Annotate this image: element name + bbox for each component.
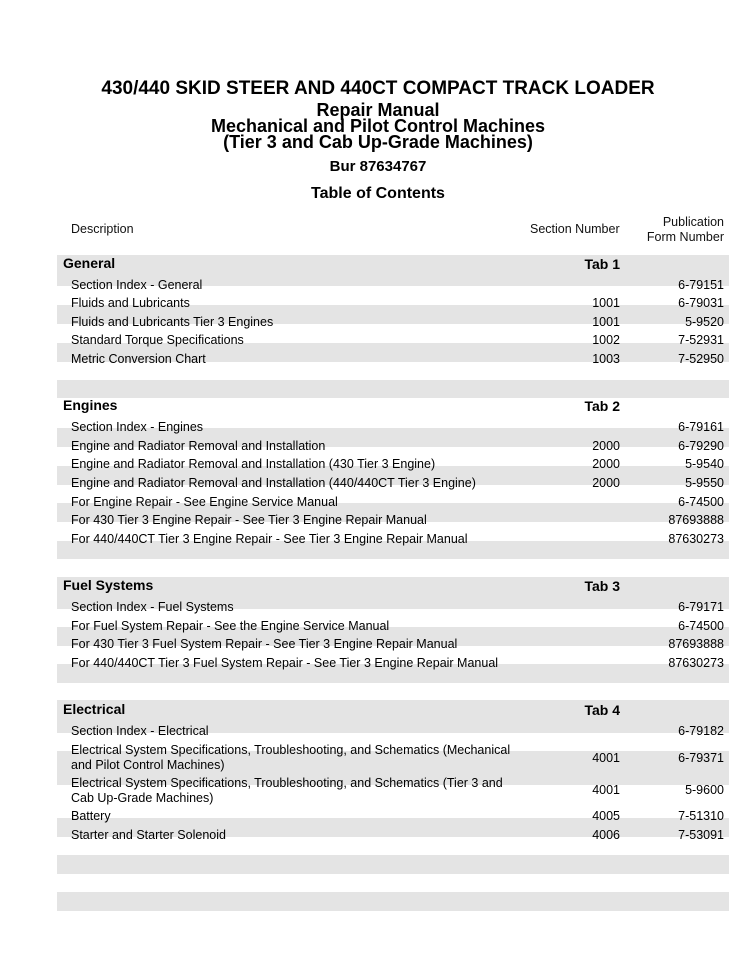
row-publication-number: 7-52950 [678, 352, 724, 366]
row-description: Engine and Radiator Removal and Installation [71, 439, 326, 453]
row-publication-number: 5-9550 [685, 476, 724, 490]
toc-heading: Table of Contents [311, 185, 445, 202]
row-publication-number: 7-52931 [678, 333, 724, 347]
subtitle-line: Mechanical and Pilot Control Machines [210, 116, 546, 136]
row-section-number: 4006 [592, 828, 620, 842]
row-publication-number: 7-53091 [678, 828, 724, 842]
subtitle-line: (Tier 3 and Cab Up-Grade Machines) [223, 132, 533, 152]
row-publication-number: 87630273 [668, 532, 724, 546]
row-section-number: 4005 [592, 809, 620, 823]
section-name: Electrical [63, 701, 126, 717]
row-publication-number: 6-79171 [678, 600, 724, 614]
document-title: 430/440 SKID STEER AND 440CT COMPACT TRACK LOADER [101, 78, 655, 99]
column-header-section-number: Section Number [530, 222, 620, 236]
row-description: Fluids and Lubricants Tier 3 Engines [71, 315, 274, 329]
row-description: For 430 Tier 3 Fuel System Repair - See Tier 3 Engine Repair Manual [71, 637, 458, 651]
column-header-line: Publication [662, 215, 724, 229]
row-publication-number: 5-9540 [685, 457, 724, 471]
row-description: Electrical System Specifications, Troubleshooting, and Schematics (Tier 3 and Cab Up-Grade Machines) [71, 776, 503, 805]
row-description: For Fuel System Repair - See the Engine Service Manual [71, 619, 390, 633]
subtitle-line: Repair Manual [316, 100, 440, 120]
row-section-number: 2000 [592, 457, 620, 471]
section-tab: Tab 1 [584, 256, 620, 272]
row-section-number: 1001 [592, 296, 620, 310]
row-section-number: 1002 [592, 333, 620, 347]
document-subtitle [0, 102, 756, 150]
row-description: Standard Torque Specifications [71, 333, 244, 347]
row-description: For 440/440CT Tier 3 Engine Repair - See Tier 3 Engine Repair Manual [71, 532, 468, 546]
row-section-number: 1001 [592, 315, 620, 329]
row-description: For 430 Tier 3 Engine Repair - See Tier 3 Engine Repair Manual [71, 513, 427, 527]
row-publication-number: 7-51310 [678, 809, 724, 823]
row-description: Section Index - General [71, 278, 203, 292]
row-publication-number: 6-79031 [678, 296, 724, 310]
bur-number: Bur 87634767 [329, 158, 427, 175]
row-description: For Engine Repair - See Engine Service Manual [71, 495, 338, 509]
row-publication-number: 6-79290 [678, 439, 724, 453]
row-description: Section Index - Electrical [71, 724, 209, 738]
row-stripe [57, 892, 729, 911]
row-section-number: 2000 [592, 476, 620, 490]
row-section-number: 2000 [592, 439, 620, 453]
row-publication-number: 6-79371 [678, 751, 724, 765]
row-publication-number: 6-79161 [678, 420, 724, 434]
section-tab: Tab 3 [584, 578, 620, 594]
row-description: Metric Conversion Chart [71, 352, 206, 366]
row-publication-number: 6-74500 [678, 619, 724, 633]
row-section-number: 4001 [592, 751, 620, 765]
row-description: Engine and Radiator Removal and Installation (430 Tier 3 Engine) [71, 457, 436, 471]
row-stripe [57, 380, 729, 398]
row-description: Engine and Radiator Removal and Installation (440/440CT Tier 3 Engine) [71, 476, 476, 490]
row-section-number: 1003 [592, 352, 620, 366]
row-description: Electrical System Specifications, Troubleshooting, and Schematics (Mechanical and Pilot Control Machines) [71, 743, 511, 772]
row-stripe [57, 855, 729, 874]
row-description: Battery [71, 809, 111, 823]
row-description: Fluids and Lubricants [71, 296, 190, 310]
section-name: Engines [63, 397, 118, 413]
row-description: Starter and Starter Solenoid [71, 828, 226, 842]
row-description: Section Index - Fuel Systems [71, 600, 234, 614]
section-tab: Tab 2 [584, 398, 620, 414]
row-description: Section Index - Engines [71, 420, 204, 434]
row-publication-number: 87693888 [668, 637, 724, 651]
row-publication-number: 5-9520 [685, 315, 724, 329]
row-publication-number: 87630273 [668, 656, 724, 670]
section-name: Fuel Systems [63, 577, 154, 593]
column-header-line: Form Number [646, 230, 724, 244]
row-section-number: 4001 [592, 783, 620, 797]
row-publication-number: 5-9600 [685, 783, 724, 797]
row-publication-number: 87693888 [668, 513, 724, 527]
row-publication-number: 6-79151 [678, 278, 724, 292]
row-description: For 440/440CT Tier 3 Fuel System Repair - See Tier 3 Engine Repair Manual [71, 656, 499, 670]
section-name: General [63, 255, 116, 271]
column-header-publication-form-number [640, 215, 724, 245]
section-tab: Tab 4 [584, 702, 620, 718]
row-publication-number: 6-74500 [678, 495, 724, 509]
column-header-description: Description [71, 222, 134, 236]
row-publication-number: 6-79182 [678, 724, 724, 738]
